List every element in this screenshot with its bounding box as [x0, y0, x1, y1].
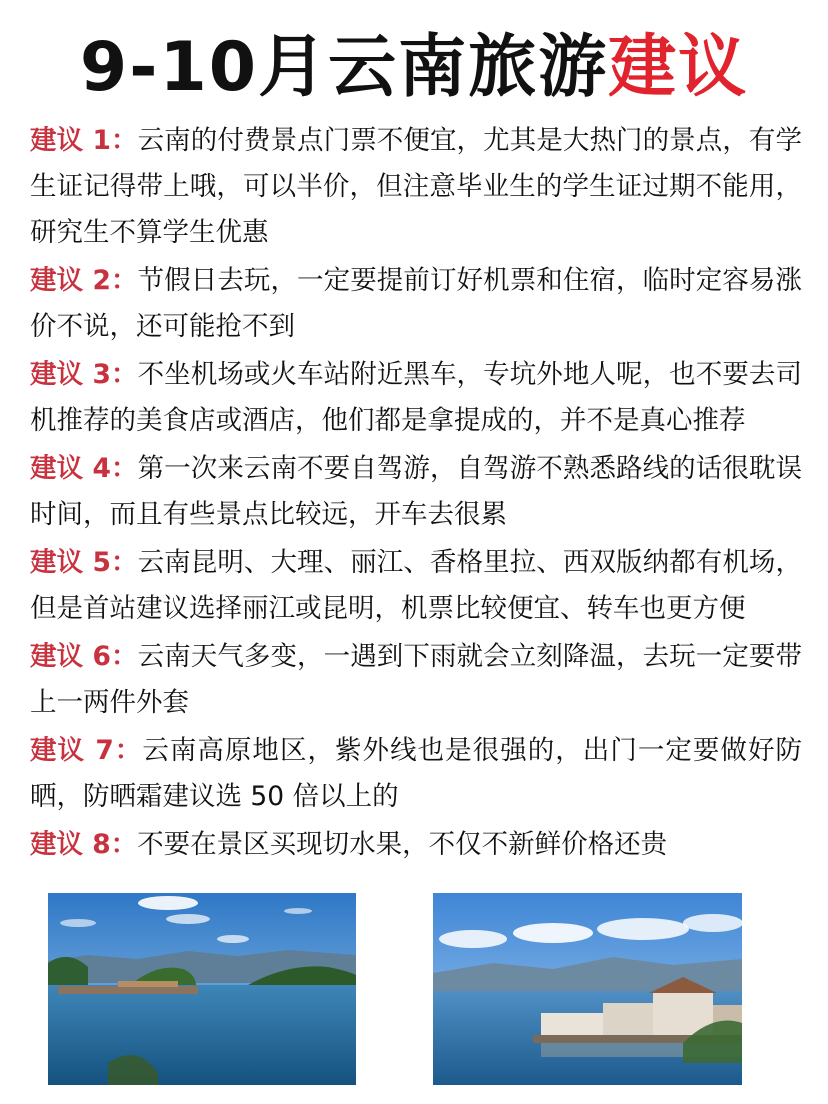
tip-5	[30, 540, 802, 632]
tip-text: 不要在景区买现切水果，不仅不新鲜价格还贵	[137, 829, 668, 860]
tip-text: 云南天气多变，一遇到下雨就会立刻降温，去玩一定要带上一两件外套	[30, 641, 803, 718]
tips-list	[30, 118, 802, 870]
tip-label: 建议 2：	[30, 265, 138, 296]
tip-2	[30, 258, 802, 350]
page-title	[0, 20, 828, 116]
tip-label: 建议 1：	[30, 125, 138, 156]
tip-text: 云南昆明、大理、丽江、香格里拉、西双版纳都有机场，但是首站建议选择丽江或昆明，机票比较便宜、转车也更方便	[30, 547, 803, 624]
tip-label: 建议 5：	[30, 547, 138, 578]
tip-1	[30, 118, 802, 256]
tip-label: 建议 3：	[30, 359, 138, 390]
tip-label: 建议 8：	[30, 829, 138, 860]
tip-text: 云南高原地区，紫外线也是很强的，出门一定要做好防晒，防晒霜建议选 50 倍以上的	[30, 735, 802, 812]
tip-text: 节假日去玩，一定要提前订好机票和住宿，临时定容易涨价不说，还可能抢不到	[30, 265, 803, 342]
tip-text: 第一次来云南不要自驾游，自驾游不熟悉路线的话很耽误时间，而且有些景点比较远，开车去很累	[30, 453, 803, 530]
tip-7	[30, 728, 802, 820]
tip-8	[30, 822, 802, 868]
tip-text: 云南的付费景点门票不便宜，尤其是大热门的景点，有学生证记得带上哦，可以半价，但注意毕业生的学生证过期不能用，研究生不算学生优惠	[30, 125, 803, 248]
tip-label: 建议 4：	[30, 453, 138, 484]
tip-6	[30, 634, 802, 726]
tip-4	[30, 446, 802, 538]
title-highlight: 建议	[608, 28, 749, 107]
lakeside-village-photo	[433, 893, 742, 1085]
lake-island-photo	[48, 893, 356, 1085]
title-main: 9-10月云南旅游	[79, 28, 609, 107]
tip-text: 不坐机场或火车站附近黑车，专坑外地人呢，也不要去司机推荐的美食店或酒店，他们都是拿提成的，并不是真心推荐	[30, 359, 803, 436]
tip-label: 建议 6：	[30, 641, 138, 672]
tip-3	[30, 352, 802, 444]
tip-label: 建议 7：	[30, 735, 143, 766]
